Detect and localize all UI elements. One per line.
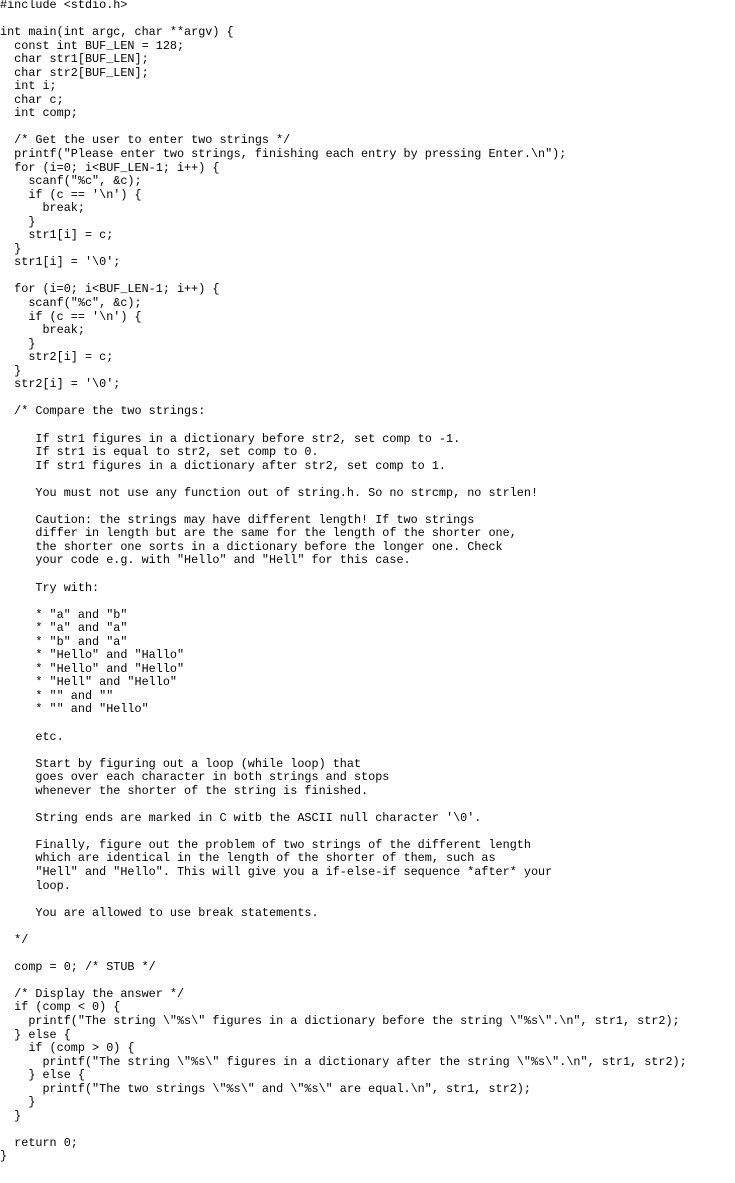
code-line-35: If str1 figures in a dictionary after str2, set comp to 1.	[0, 458, 446, 473]
code-line-33: If str1 figures in a dictionary before str2, set comp to -1.	[0, 431, 461, 446]
code-line-53: * "" and "Hello"	[0, 702, 149, 717]
code-line-1: #include <stdio.h>	[0, 0, 128, 12]
code-line-6: char str2[BUF_LEN];	[0, 65, 149, 80]
code-line-84	[0, 1123, 735, 1137]
code-line-59: whenever the shorter of the string is finished.	[0, 783, 369, 798]
code-line-52: * "" and ""	[0, 688, 114, 703]
code-line-36	[0, 473, 735, 487]
code-line-44: Try with:	[0, 580, 100, 595]
code-line-43	[0, 568, 735, 582]
code-line-27: str2[i] = c;	[0, 350, 114, 365]
code-line-5: char str1[BUF_LEN];	[0, 52, 149, 67]
code-line-69	[0, 920, 735, 934]
code-line-73	[0, 974, 735, 988]
code-line-40: differ in length but are the same for the length of the shorter one,	[0, 526, 517, 541]
code-line-41: the shorter one sorts in a dictionary before the longer one. Check	[0, 539, 503, 554]
code-line-61: String ends are marked in C witb the ASCII null character '\0'.	[0, 810, 482, 825]
code-line-30	[0, 392, 735, 406]
code-line-20: str1[i] = '\0';	[0, 255, 121, 270]
code-line-3: int main(int argc, char **argv) {	[0, 25, 234, 40]
code-line-31: /* Compare the two strings:	[0, 404, 206, 419]
code-line-60	[0, 798, 735, 812]
code-line-54	[0, 717, 735, 731]
code-line-2	[0, 13, 735, 27]
code-line-13: for (i=0; i<BUF_LEN-1; i++) {	[0, 160, 220, 175]
code-line-25: break;	[0, 323, 85, 338]
code-line-50: * "Hello" and "Hello"	[0, 661, 185, 676]
code-line-68: You are allowed to use break statements.	[0, 905, 319, 920]
code-line-11: /* Get the user to enter two strings */	[0, 133, 291, 148]
code-line-67	[0, 893, 735, 907]
code-line-80: } else {	[0, 1068, 85, 1083]
code-line-56	[0, 744, 735, 758]
code-line-19: }	[0, 241, 22, 256]
code-line-28: }	[0, 363, 22, 378]
code-line-46: * "a" and "b"	[0, 607, 128, 622]
code-line-7: int i;	[0, 79, 57, 94]
code-line-47: * "a" and "a"	[0, 621, 128, 636]
code-line-22: for (i=0; i<BUF_LEN-1; i++) {	[0, 282, 220, 297]
code-line-49: * "Hello" and "Hallo"	[0, 648, 185, 663]
code-line-21	[0, 270, 735, 284]
code-line-64: which are identical in the length of the shorter of them, such as	[0, 851, 496, 866]
code-line-32	[0, 419, 735, 433]
code-line-45	[0, 595, 735, 609]
code-line-76: printf("The string \"%s\" figures in a dictionary before the string \"%s\".\n", str1, str2);	[0, 1014, 680, 1029]
code-line-83: }	[0, 1108, 22, 1123]
code-line-37: You must not use any function out of string.h. So no strcmp, no strlen!	[0, 485, 539, 500]
code-line-10	[0, 121, 735, 135]
code-line-34: If str1 is equal to str2, set comp to 0.	[0, 445, 319, 460]
code-line-9: int comp;	[0, 106, 78, 121]
code-line-65: "Hell" and "Hello". This will give you a if-else-if sequence *after* your	[0, 865, 553, 879]
code-line-48: * "b" and "a"	[0, 634, 128, 649]
code-line-24: if (c == '\n') {	[0, 309, 142, 324]
code-line-78: if (comp > 0) {	[0, 1041, 135, 1056]
code-line-81: printf("The two strings \"%s\" and \"%s\" are equal.\n", str1, str2);	[0, 1081, 531, 1096]
code-line-55: etc.	[0, 729, 64, 744]
code-line-77: } else {	[0, 1027, 71, 1042]
code-line-66: loop.	[0, 878, 71, 893]
code-line-38	[0, 500, 735, 514]
code-line-14: scanf("%c", &c);	[0, 174, 142, 189]
code-line-26: }	[0, 336, 36, 351]
code-line-17: }	[0, 214, 36, 229]
code-line-75: if (comp < 0) {	[0, 1000, 121, 1015]
code-line-42: your code e.g. with "Hello" and "Hell" for this case.	[0, 553, 411, 568]
code-line-63: Finally, figure out the problem of two strings of the different length	[0, 837, 531, 852]
code-line-8: char c;	[0, 92, 64, 107]
code-line-18: str1[i] = c;	[0, 228, 114, 243]
code-line-82: }	[0, 1095, 36, 1110]
code-line-71	[0, 947, 735, 961]
code-line-39: Caution: the strings may have different length! If two strings	[0, 512, 475, 527]
code-line-51: * "Hell" and "Hello"	[0, 675, 177, 690]
code-line-62	[0, 825, 735, 839]
code-line-16: break;	[0, 201, 85, 216]
code-line-85: return 0;	[0, 1135, 78, 1150]
code-line-29: str2[i] = '\0';	[0, 377, 121, 392]
code-line-70: */	[0, 932, 29, 947]
code-line-72: comp = 0; /* STUB */	[0, 959, 156, 974]
code-line-58: goes over each character in both strings and stops	[0, 770, 390, 785]
code-line-74: /* Display the answer */	[0, 986, 185, 1001]
code-line-86: }	[0, 1149, 8, 1164]
code-line-15: if (c == '\n') {	[0, 187, 142, 202]
code-line-79: printf("The string \"%s\" figures in a dictionary after the string \"%s\".\n", str1, str2);	[0, 1054, 687, 1069]
code-line-4: const int BUF_LEN = 128;	[0, 38, 185, 53]
code-line-57: Start by figuring out a loop (while loop) that	[0, 756, 362, 771]
code-line-23: scanf("%c", &c);	[0, 296, 142, 311]
code-line-12: printf("Please enter two strings, finishing each entry by pressing Enter.\n");	[0, 147, 567, 162]
